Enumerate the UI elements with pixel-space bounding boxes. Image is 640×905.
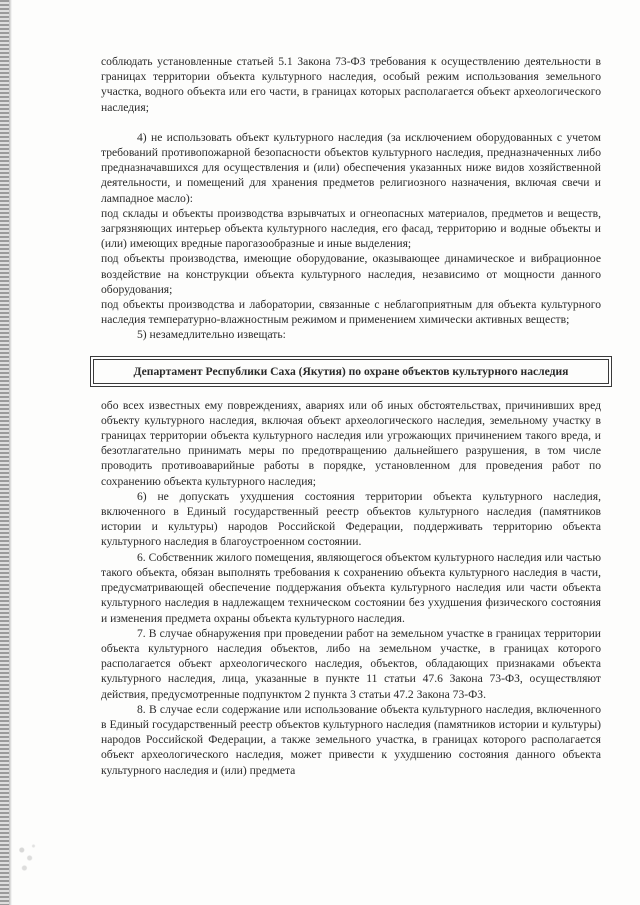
- paragraph-section-7: 7. В случае обнаружения при проведении работ на земельном участке в границах территории объекта культурного наследия объектов, либо на земельном участке, в границах которого располагается объект археологического наследия, объектов, обладающих признаками объекта культурного наследия, лица, указанные в пункте 11 статьи 47.6 Закона 73-ФЗ, осуществляют действия, предусмотренные подпунктом 2 пункта 3 статьи 47.2 Закона 73-ФЗ.: [101, 626, 601, 701]
- scan-edge-shadow: [9, 0, 12, 905]
- paragraph: обо всех известных ему повреждениях, авариях или об иных обстоятельствах, причинивших вред объекту культурного наследия, включая объект археологического наследия, земельному участку в границах территории объекта культурного наследия или угрожающих причинением такого вреда, и безотлагательно принимать меры по предотвращению дальнейшего разрушения, в том числе проводить противоаварийные работы в порядке, установленном для проведения работ по сохранению объекта культурного наследия;: [101, 398, 601, 488]
- scan-smudge: [14, 838, 40, 878]
- paragraph: соблюдать установленные статьей 5.1 Закона 73-ФЗ требования к осуществлению деятельности в границах территории объекта культурного наследия, особый режим использования земельного участка, водного объекта или его части, в границах которых располагается объект археологического наследия;: [101, 55, 601, 114]
- document-body: [101, 54, 601, 778]
- paragraph-item-6: 6) не допускать ухудшения состояния территории объекта культурного наследия, включенного в Единый государственный реестр объектов культурного наследия (памятников истории и культуры) народов Российской Федерации, поддерживать территорию объекта культурного наследия в благоустроенном состоянии.: [101, 489, 601, 549]
- scan-edge: [0, 0, 9, 905]
- paragraph-item-4: 4) не использовать объект культурного наследия (за исключением оборудованных с учетом требований противопожарной безопасности объектов культурного наследия, предназначенных либо предназначавшихся для осуществления и (или) обеспечения указанных ниже видов хозяйственной деятельности, и помещений для хранения предметов религиозного назначения, включая свечи и лампадное масло):: [101, 130, 601, 205]
- paragraph: под объекты производства, имеющие оборудование, оказывающее динамическое и вибрационное воздействие на конструкции объекта культурного наследия, независимо от мощности данного оборудования;: [101, 252, 601, 296]
- paragraph: под объекты производства и лаборатории, связанные с неблагоприятным для объекта культурного наследия температурно-влажностным режимом и применением химически активных веществ;: [101, 298, 601, 327]
- department-banner: Департамент Республики Саха (Якутия) по охране объектов культурного наследия: [93, 359, 609, 384]
- paragraph: под склады и объекты производства взрывчатых и огнеопасных материалов, предметов и веществ, загрязняющих интерьер объекта культурного наследия, его фасад, территорию и водные объекты и (или) имеющих вредные парогазообразные и иные выделения;: [101, 206, 601, 251]
- paragraph-item-5: 5) незамедлительно извещать:: [137, 328, 286, 342]
- paragraph-section-6: 6. Собственник жилого помещения, являющегося объектом культурного наследия или частью такого объекта, обязан выполнять требования к сохранению объекта культурного наследия в части, предусматривающей обеспечение поддержания объекта культурного наследия или части объекта культурного наследия в надлежащем техническом состоянии без ухудшения физического состояния и изменения предмета охраны объекта культурного наследия.: [101, 550, 601, 625]
- paragraph-section-8: 8. В случае если содержание или использование объекта культурного наследия, включенного в Единый государственный реестр объектов культурного наследия (памятников истории и культуры) народов Российской Федерации, а также земельного участка, в границах которого располагается объект археологического наследия, может привести к ухудшению состояния данного объекта культурного наследия и (или) предмета: [101, 702, 601, 777]
